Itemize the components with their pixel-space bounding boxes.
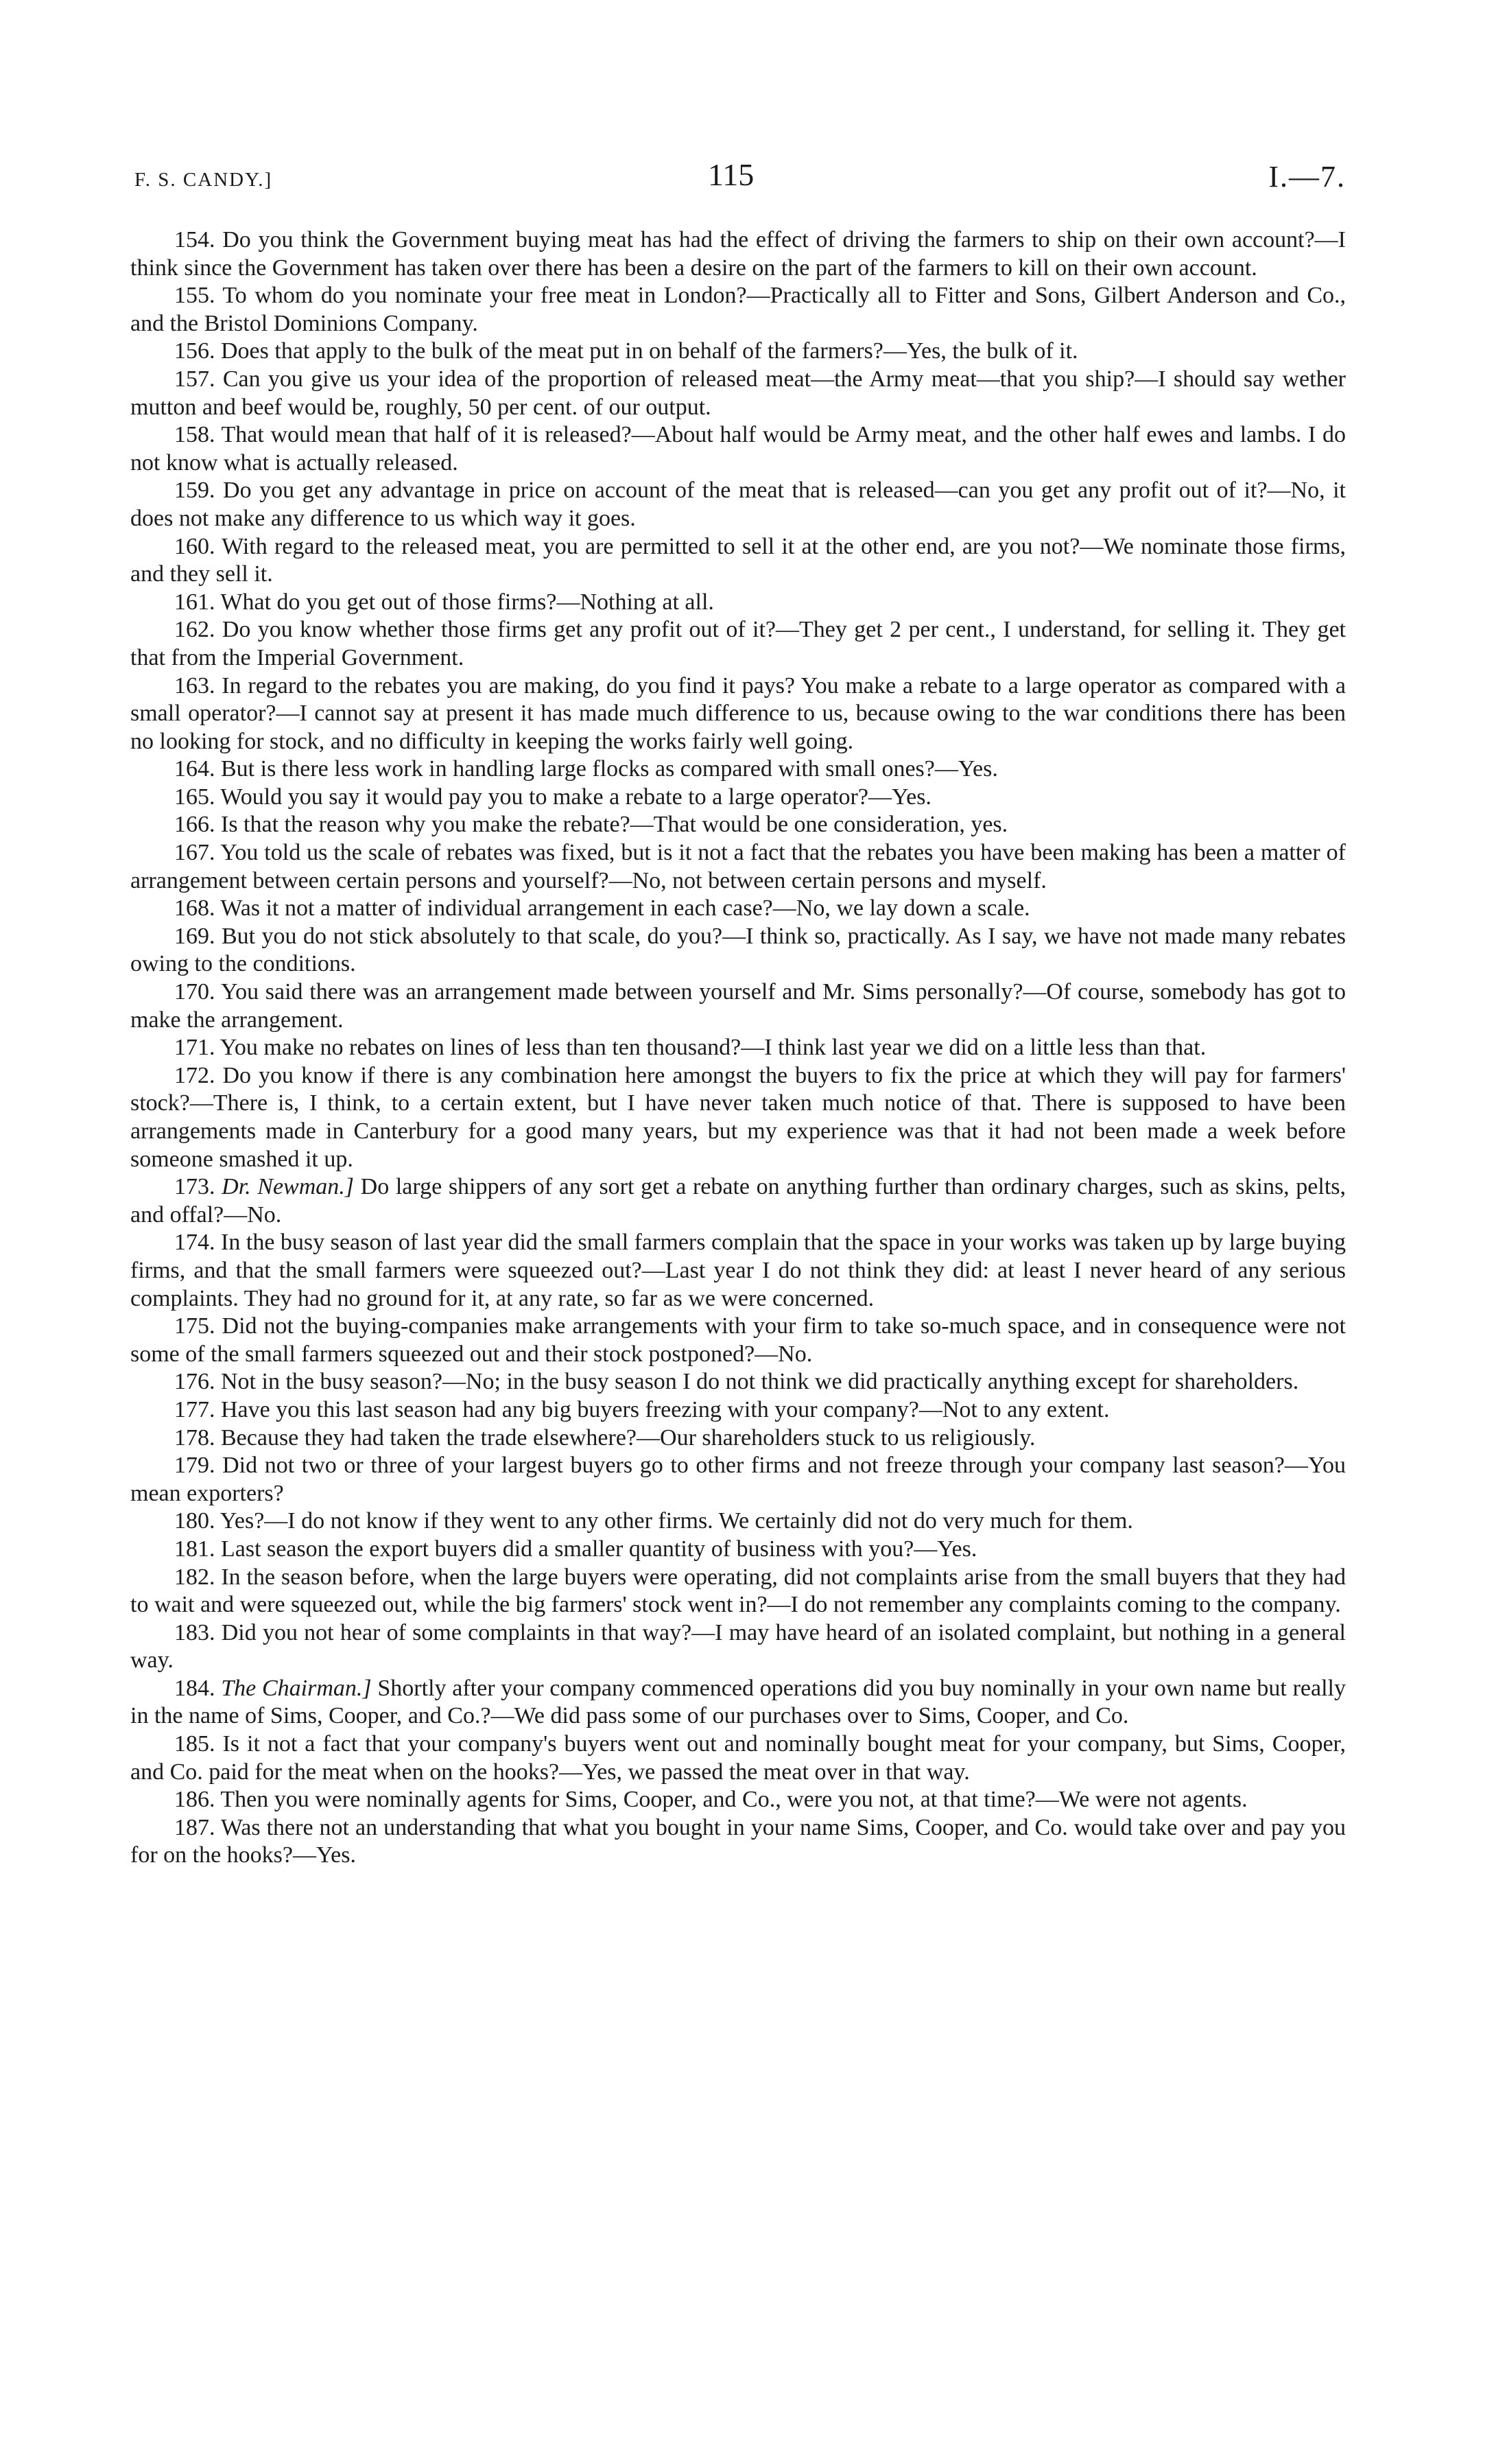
question-181: 181. Last season the export buyers did a smaller quantity of business with you?—Yes. — [174, 1536, 977, 1562]
question-156: 156. Does that apply to the bulk of the meat put in on behalf of the farmers?—Yes, the bulk of it. — [174, 338, 1078, 364]
question-158: 158. That would mean that half of it is released?—About half would be Army meat, and the other half ewes and lambs. I do not know what is actually released. — [130, 422, 1346, 476]
question-187: 187. Was there not an understanding that what you bought in your name Sims, Cooper, and Co. would take over and pay you for on the hooks?—Yes. — [130, 1814, 1346, 1868]
question-number: 173. — [174, 1174, 215, 1200]
question-162: 162. Do you know whether those firms get any profit out of it?—They get 2 per cent., I understand, for selling it. They get that from the Imperial Government. — [130, 617, 1346, 670]
question-184 — [130, 1675, 1346, 1730]
question-168: 168. Was it not a matter of individual arrangement in each case?—No, we lay down a scale. — [174, 895, 1030, 922]
question-174: 174. In the busy season of last year did the small farmers complain that the space in your works was taken up by large buying firms, and that the small farmers were squeezed out?—Last year I do not think they did: at least I never heard of any serious complaints. They had no ground for it, at any rate, so far as we were concerned. — [130, 1230, 1346, 1311]
question-164: 164. But is there less work in handling large flocks as compared with small ones?—Yes. — [174, 756, 998, 782]
question-179: 179. Did not two or three of your largest buyers go to other firms and not freeze through your company last season?—You mean exporters? — [130, 1453, 1346, 1506]
question-text: Shortly after your company commenced operations did you buy nominally in your own name but really in the name of Sims, Cooper, and Co.?—We did pass some of our purchases over to Sims, Cooper, and Co. — [130, 1675, 1346, 1729]
question-167: 167. You told us the scale of rebates was fixed, but is it not a fact that the rebates you have been making has been a matter of arrangement between certain persons and yourself?—No, not between certain persons and myself. — [130, 840, 1346, 893]
question-155: 155. To whom do you nominate your free meat in London?—Practically all to Fitter and Sons, Gilbert Anderson and Co., and the Bristol Dominions Company. — [130, 283, 1346, 336]
question-185: 185. Is it not a fact that your company's buyers went out and nominally bought meat for your company, but Sims, Cooper, and Co. paid for the meat when on the hooks?—Yes, we passed the meat over in that way. — [130, 1731, 1346, 1785]
document-reference: I.—7. — [1268, 160, 1346, 193]
question-text: Do large shippers of any sort get a rebate on anything further than ordinary charges, such as skins, pelts, and offal?—No. — [130, 1174, 1346, 1228]
question-178: 178. Because they had taken the trade elsewhere?—Our shareholders stuck to us religiously. — [174, 1424, 1036, 1451]
question-163: 163. In regard to the rebates you are making, do you find it pays? You make a rebate to a large operator as compared with a small operator?—I cannot say at present it has made much difference to us, because owing to the war conditions there has been no looking for stock, and no difficulty in keeping the works fairly well going. — [130, 672, 1346, 754]
witness-name: F. S. CANDY.] — [134, 169, 273, 191]
question-160: 160. With regard to the released meat, you are permitted to sell it at the other end, are you not?—We nominate those firms, and they sell it. — [130, 533, 1346, 587]
question-166: 166. Is that the reason why you make the rebate?—That would be one consideration, yes. — [174, 812, 1008, 838]
question-number: 184. — [174, 1675, 215, 1701]
question-161: 161. What do you get out of those firms?—Nothing at all. — [174, 589, 714, 615]
question-177: 177. Have you this last season had any big buyers freezing with your company?—Not to any extent. — [174, 1396, 1110, 1422]
question-169: 169. But you do not stick absolutely to that scale, do you?—I think so, practically. As I say, we have not made many rebates owing to the conditions. — [130, 923, 1346, 977]
page-header — [134, 156, 1346, 198]
question-159: 159. Do you get any advantage in price on account of the meat that is released—can you get any profit out of it?—No, it does not make any difference to us which way it goes. — [130, 478, 1346, 531]
speaker-label: Dr. Newman.] — [222, 1174, 355, 1200]
question-170: 170. You said there was an arrangement made between yourself and Mr. Sims personally?—Of course, somebody has got to make the arrangement. — [130, 979, 1346, 1033]
question-182: 182. In the season before, when the large buyers were operating, did not complaints arise from the small buyers that they had to wait and were squeezed out, while the big farmers' stock went in?—I do not remember any complaints coming to the company. — [130, 1564, 1346, 1618]
question-176: 176. Not in the busy season?—No; in the busy season I do not think we did practically anything except for shareholders. — [174, 1369, 1299, 1395]
question-157: 157. Can you give us your idea of the proportion of released meat—the Army meat—that you ship?—I should say wether mutton and beef would be, roughly, 50 per cent. of our output. — [130, 366, 1346, 420]
question-154: 154. Do you think the Government buying meat has had the effect of driving the farmers to ship on their own account?—I think since the Government has taken over there has been a desire on the part of the farmers to kill on their own account. — [130, 227, 1346, 281]
question-180: 180. Yes?—I do not know if they went to any other firms. We certainly did not do very much for them. — [174, 1508, 1133, 1534]
question-186: 186. Then you were nominally agents for Sims, Cooper, and Co., were you not, at that time?—We were not agents. — [174, 1787, 1248, 1813]
page-number: 115 — [708, 157, 755, 192]
question-173 — [130, 1173, 1346, 1229]
question-171: 171. You make no rebates on lines of less than ten thousand?—I think last year we did on a little less than that. — [174, 1035, 1207, 1061]
question-172: 172. Do you know if there is any combination here amongst the buyers to fix the price at which they will pay for farmers' stock?—There is, I think, to a certain extent, but I have never taken much notice of that. There is supposed to have been arrangements made in Canterbury for a good many years, but my experience was that it had not been made a week before someone smashed it up. — [130, 1062, 1346, 1172]
testimony-body — [130, 226, 1346, 1870]
question-165: 165. Would you say it would pay you to make a rebate to a large operator?—Yes. — [174, 784, 932, 810]
question-183: 183. Did you not hear of some complaints in that way?—I may have heard of an isolated complaint, but nothing in a general way. — [130, 1619, 1346, 1674]
question-175: 175. Did not the buying-companies make arrangements with your firm to take so-much space, and in consequence were not some of the small farmers squeezed out and their stock postponed?—No. — [130, 1313, 1346, 1367]
speaker-label: The Chairman.] — [221, 1675, 372, 1701]
